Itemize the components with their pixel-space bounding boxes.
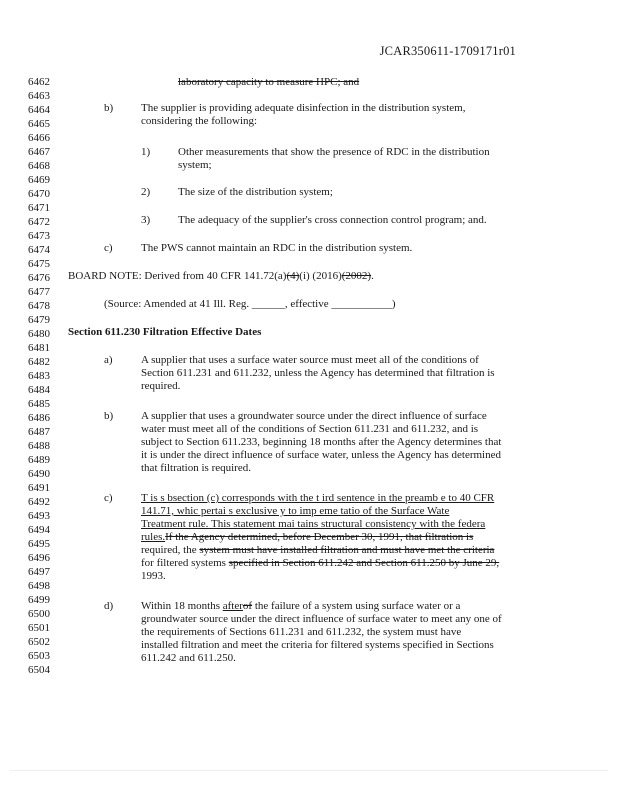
line-number: 6501 [28, 622, 50, 634]
line-number: 6471 [28, 202, 50, 214]
line-number: 6488 [28, 440, 50, 452]
line-number: 6490 [28, 468, 50, 480]
item-label: b) [104, 410, 114, 422]
line-number: 6503 [28, 650, 50, 662]
paragraph-line: required, the system must have installed filtration and must have met the criteria [141, 544, 495, 556]
line-number: 6466 [28, 132, 50, 144]
item-label: b) [104, 102, 114, 114]
line-number: 6481 [28, 342, 50, 354]
item-label: 1) [141, 146, 151, 158]
line-number: 6486 [28, 412, 50, 424]
paragraph-line: Within 18 months afterof the failure of a system using surface water or a [141, 600, 461, 612]
paragraph-line: rules.If the Agency determined, before December 30, 1991, that filtration is [141, 531, 474, 543]
paragraph-line: 611.242 and 611.250. [141, 652, 236, 664]
line-number: 6478 [28, 300, 50, 312]
line-number: 6496 [28, 552, 50, 564]
paragraph-line: the requirements of Sections 611.231 and 611.232, the system must have [141, 626, 462, 638]
item-label: d) [104, 600, 114, 612]
line-number: 6467 [28, 146, 50, 158]
paragraph-line: A supplier that uses a groundwater source under the direct influence of surface [141, 410, 487, 422]
line-number: 6497 [28, 566, 50, 578]
paragraph-line: 141.71, whic pertai s exclusive y to imp eme tatio of the Surface Wate [141, 505, 450, 517]
line-number: 6469 [28, 174, 50, 186]
paragraph-line: A supplier that uses a surface water source must meet all of the conditions of [141, 354, 479, 366]
line-number: 6462 [28, 76, 50, 88]
paragraph-line: Other measurements that show the presence of RDC in the distribution [178, 146, 490, 158]
paragraph-line: system; [178, 159, 212, 171]
item-label: a) [104, 354, 113, 366]
item-label: 3) [141, 214, 151, 226]
line-number: 6474 [28, 244, 50, 256]
paragraph-line: The size of the distribution system; [178, 186, 333, 198]
line-number: 6476 [28, 272, 50, 284]
line-number: 6487 [28, 426, 50, 438]
line-number: 6480 [28, 328, 50, 340]
line-number: 6465 [28, 118, 50, 130]
line-number: 6504 [28, 664, 50, 676]
line-number: 6495 [28, 538, 50, 550]
line-number: 6482 [28, 356, 50, 368]
board-note: BOARD NOTE: Derived from 40 CFR 141.72(a)(4)(i) (2016)(2002). [68, 270, 374, 282]
section-title: Section 611.230 Filtration Effective Dates [68, 326, 262, 338]
source-note: (Source: Amended at 41 Ill. Reg. ______, effective ___________) [104, 298, 396, 310]
line-number: 6494 [28, 524, 50, 536]
line-number: 6475 [28, 258, 50, 270]
line-number: 6491 [28, 482, 50, 494]
paragraph-line: Treatment rule. This statement mai tains structural consistency with the federa [141, 518, 486, 530]
line-number: 6493 [28, 510, 50, 522]
line-number: 6477 [28, 286, 50, 298]
page-divider [10, 770, 608, 771]
line-number: 6484 [28, 384, 50, 396]
line-number: 6464 [28, 104, 50, 116]
line-number: 6473 [28, 230, 50, 242]
paragraph-line: water must meet all of the conditions of Section 611.231 and 611.232, and is [141, 423, 479, 435]
line-number: 6463 [28, 90, 50, 102]
paragraph-line: subject to Section 611.233, beginning 18 months after the Agency determines that [141, 436, 502, 448]
line-number: 6470 [28, 188, 50, 200]
line-number: 6498 [28, 580, 50, 592]
line-number: 6485 [28, 398, 50, 410]
line-number: 6479 [28, 314, 50, 326]
line-number: 6500 [28, 608, 50, 620]
line-number: 6499 [28, 594, 50, 606]
item-label: c) [104, 242, 113, 254]
paragraph-line: Section 611.231 and 611.232, unless the Agency has determined that filtration is [141, 367, 495, 379]
line-number: 6472 [28, 216, 50, 228]
paragraph-line: considering the following: [141, 115, 258, 127]
line-number: 6492 [28, 496, 50, 508]
paragraph-line: for filtered systems specified in Section 611.242 and Section 611.250 by June 29, [141, 557, 500, 569]
item-label: c) [104, 492, 113, 504]
paragraph-line: The PWS cannot maintain an RDC in the distribution system. [141, 242, 413, 254]
paragraph-line: 1993. [141, 570, 166, 582]
paragraph-line: groundwater source under the direct influence of surface water to meet any one of [141, 613, 502, 625]
paragraph-line: The supplier is providing adequate disinfection in the distribution system, [141, 102, 466, 114]
line-number: 6489 [28, 454, 50, 466]
paragraph-line: T is s bsection (c) corresponds with the t ird sentence in the preamb e to 40 CFR [141, 492, 495, 504]
strike-text: laboratory capacity to measure HPC; and [178, 76, 360, 88]
line-number: 6483 [28, 370, 50, 382]
item-label: 2) [141, 186, 151, 198]
paragraph-line: required. [141, 380, 181, 392]
paragraph-line: installed filtration and meet the criteria for filtered systems specified in Sections [141, 639, 494, 651]
document-id-header: JCAR350611-1709171r01 [379, 44, 516, 58]
line-number: 6468 [28, 160, 50, 172]
paragraph-line: The adequacy of the supplier's cross connection control program; and. [178, 214, 487, 226]
paragraph-line: that filtration is required. [141, 462, 251, 474]
paragraph-line: it is under the direct influence of surface water, unless the Agency has determined [141, 449, 501, 461]
line-number: 6502 [28, 636, 50, 648]
